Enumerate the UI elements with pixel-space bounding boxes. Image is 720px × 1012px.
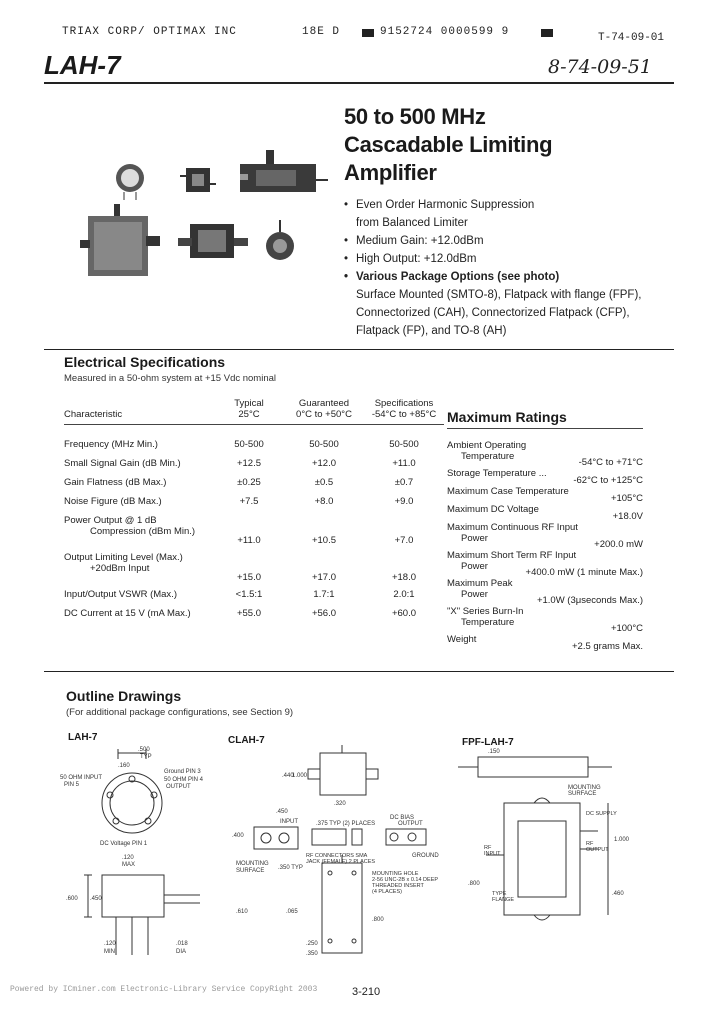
lah7-annot: .450 xyxy=(90,896,102,902)
list-item: Storage Temperature ... -62°C to +125°C xyxy=(447,468,643,486)
drawing-label-clah7: CLAH-7 xyxy=(228,735,265,746)
footer-watermark: Powered by ICminer.com Electronic-Library Service CopyRight 2003 xyxy=(10,985,318,994)
section-rule xyxy=(44,671,674,672)
connectorized-package-icon xyxy=(80,204,160,276)
headline-line-2: Cascadable Limiting xyxy=(344,132,553,157)
handwritten-note: 8-74-09-51 xyxy=(548,56,652,78)
list-item: Ambient Operating Temperature -54°C to +71°C xyxy=(447,440,643,468)
col-typical-temp: 25°C xyxy=(214,409,284,425)
clah7-annot: .375 TYP (2) PLACES xyxy=(316,821,376,827)
drawing-label-lah7: LAH-7 xyxy=(68,732,98,743)
headline-line-3: Amplifier xyxy=(344,160,437,185)
headline-line-1: 50 to 500 MHz xyxy=(344,104,486,129)
fpf-annot: OUTPUT xyxy=(586,847,609,853)
fpf-annot: TYPE xyxy=(492,891,507,897)
fpf-lah7-outline-drawing xyxy=(448,745,644,970)
page-number: 3-210 xyxy=(352,986,381,998)
header-ref: T-74-09-01 xyxy=(598,32,665,44)
drawing-label-fpf-lah7: FPF-LAH-7 xyxy=(462,737,514,748)
clah7-annot: .350 TYP xyxy=(278,865,303,871)
feature-item: • Even Order Harmonic Suppression xyxy=(344,196,704,214)
table-row: Input/Output VSWR (Max.) <1.5:1 1.7:1 2.0:1 xyxy=(64,589,415,600)
electrical-note: Measured in a 50-ohm system at +15 Vdc nominal xyxy=(64,373,277,384)
barcode-block-icon xyxy=(541,29,553,37)
max-ratings-list xyxy=(447,440,643,652)
lah7-annot: DIA xyxy=(176,949,187,955)
feature-item: • High Output: +12.0dBm xyxy=(344,250,704,268)
clah7-annot: .350 xyxy=(306,951,318,957)
clah7-annot: (4 PLACES) xyxy=(372,889,402,895)
page-title: LAH-7 xyxy=(44,50,121,80)
fpf-annot: INPUT xyxy=(484,851,501,857)
fpf-annot: 1.000 xyxy=(614,837,630,843)
list-item: Maximum Continuous RF Input Power +200.0 mW xyxy=(447,522,643,550)
title-rule xyxy=(44,82,674,84)
clah7-annot: THREADED INSERT xyxy=(372,883,424,889)
list-item: Maximum DC Voltage +18.0V xyxy=(447,504,643,522)
lah7-annot: 50 OHM PIN 4 xyxy=(164,777,204,783)
list-item: Maximum Peak Power +1.0W (3μseconds Max.) xyxy=(447,578,643,606)
header-company: TRIAX CORP/ OPTIMAX INC xyxy=(62,26,237,38)
list-item: Maximum Case Temperature +105°C xyxy=(447,486,643,504)
clah7-annot: 1.000 xyxy=(292,773,308,779)
clah7-annot: DC BIAS xyxy=(390,815,415,821)
to8-header-icon xyxy=(266,220,294,260)
lah7-annot: 50 OHM INPUT xyxy=(60,775,103,781)
table-row: Gain Flatness (dB Max.) ±0.25 ±0.5 ±0.7 xyxy=(64,477,414,488)
outline-heading: Outline Drawings xyxy=(66,688,182,704)
fpf-annot: FLANGE xyxy=(492,897,515,903)
lah7-annot: OUTPUT xyxy=(166,784,191,790)
clah7-annot: INPUT xyxy=(280,819,298,825)
fpf-annot: MOUNTING xyxy=(568,785,601,791)
max-ratings-rule xyxy=(447,428,643,429)
table-row: Small Signal Gain (dB Min.) +12.5 +12.0 +11.0 xyxy=(64,458,416,469)
lah7-annot: MIN xyxy=(104,949,115,955)
fpf-annot: DC SUPPLY xyxy=(586,811,617,817)
fpf-annot: RF xyxy=(586,841,594,847)
clah7-annot: .400 xyxy=(232,833,244,839)
clah7-annot: .440 xyxy=(282,773,294,779)
fpf-annot: RF xyxy=(484,845,492,851)
list-item: Weight +2.5 grams Max. xyxy=(447,634,643,652)
col-guaranteed-temp: 0°C to +50°C xyxy=(284,409,364,425)
lah7-outline-drawing xyxy=(60,745,210,970)
feature-item: • Medium Gain: +12.0dBm xyxy=(344,232,704,250)
clah7-annot: .610 xyxy=(236,909,248,915)
lah7-annot: Ground PIN 3 xyxy=(164,769,201,775)
header-barcode-number: 9152724 0000599 9 xyxy=(380,26,510,38)
lah7-annot: .600 xyxy=(66,896,78,902)
col-typical: Typical xyxy=(234,398,264,409)
fpf-annot: .150 xyxy=(488,749,500,755)
lah7-annot: MAX xyxy=(122,862,136,868)
col-spec: Specifications xyxy=(374,398,434,409)
lah7-annot: .018 xyxy=(176,941,188,947)
table-row: Noise Figure (dB Max.) +7.5 +8.0 +9.0 xyxy=(64,496,414,507)
clah7-annot: .450 xyxy=(276,809,288,815)
barcode-block-icon xyxy=(362,29,374,37)
lah7-annot: .120 xyxy=(122,855,134,861)
clah7-outline-drawing xyxy=(222,745,442,970)
clah7-annot: .320 xyxy=(334,801,346,807)
col-spec-temp: -54°C to +85°C xyxy=(364,409,444,425)
electrical-spec-table xyxy=(64,398,444,627)
table-row: Power Output @ 1 dB Compression (dBm Min.) +11.0 +10.5 +7.0 xyxy=(64,515,414,546)
feature-item: Surface Mounted (SMTO-8), Flatpack with flange (FPF), xyxy=(356,289,642,301)
lah7-annot: .160 xyxy=(118,763,130,769)
lah7-annot: DC Voltage PIN 1 xyxy=(100,841,148,847)
feature-item: • Various Package Options (see photo) xyxy=(344,268,704,286)
list-item: Maximum Short Term RF Input Power +400.0 mW (1 minute Max.) xyxy=(447,550,643,578)
lah7-annot: PIN 5 xyxy=(64,782,80,788)
flatpack-flange-icon xyxy=(240,150,328,192)
clah7-annot: OUTPUT xyxy=(398,821,423,827)
feature-item: Flatpack (FP), and TO-8 (AH) xyxy=(356,325,507,337)
max-ratings-heading: Maximum Ratings xyxy=(447,409,567,425)
list-item: "X" Series Burn-In Temperature +100°C xyxy=(447,606,643,634)
clah7-annot: .250 xyxy=(306,941,318,947)
clah7-annot: MOUNTING xyxy=(236,861,269,867)
fpf-annot: .800 xyxy=(468,881,480,887)
clah7-annot: RF CONNECTORS SMA xyxy=(306,853,368,859)
clah7-annot: .800 xyxy=(372,917,384,923)
to8-can-icon xyxy=(116,164,144,200)
lah7-annot: TYP xyxy=(140,754,152,760)
product-photo xyxy=(80,140,340,280)
table-row: Output Limiting Level (Max.) +20dBm Input +15.0 +17.0 +18.0 xyxy=(64,552,417,583)
header-code: 18E D xyxy=(302,26,341,38)
fpf-annot: SURFACE xyxy=(568,791,597,797)
outline-note: (For additional package configurations, see Section 9) xyxy=(66,707,294,718)
lah7-annot: .500 xyxy=(138,747,150,753)
fpf-annot: .460 xyxy=(612,891,624,897)
clah7-annot: .065 xyxy=(286,909,298,915)
feature-list xyxy=(344,196,704,340)
section-rule xyxy=(44,349,674,350)
clah7-annot: GROUND xyxy=(412,853,439,859)
clah7-annot: MOUNTING HOLE xyxy=(372,871,419,877)
col-characteristic: Characteristic xyxy=(64,409,214,425)
table-row: Frequency (MHz Min.) 50-500 50-500 50-500 xyxy=(64,439,419,450)
connectorized-flatpack-icon xyxy=(178,224,248,258)
feature-item: Connectorized (CAH), Connectorized Flatpack (CFP), xyxy=(356,307,630,319)
col-guaranteed: Guaranteed xyxy=(298,398,350,409)
electrical-heading: Electrical Specifications xyxy=(64,354,226,370)
table-row: DC Current at 15 V (mA Max.) +55.0 +56.0 +60.0 xyxy=(64,608,417,619)
lah7-annot: .120 xyxy=(104,941,116,947)
smt-package-icon xyxy=(180,168,216,192)
clah7-annot: 2-56 UNC-2B x 0.14 DEEP xyxy=(372,877,439,883)
clah7-annot: JACK (FEMALE) 2 PLACES xyxy=(306,859,376,865)
clah7-annot: SURFACE xyxy=(236,868,265,874)
feature-item: from Balanced Limiter xyxy=(356,217,468,229)
